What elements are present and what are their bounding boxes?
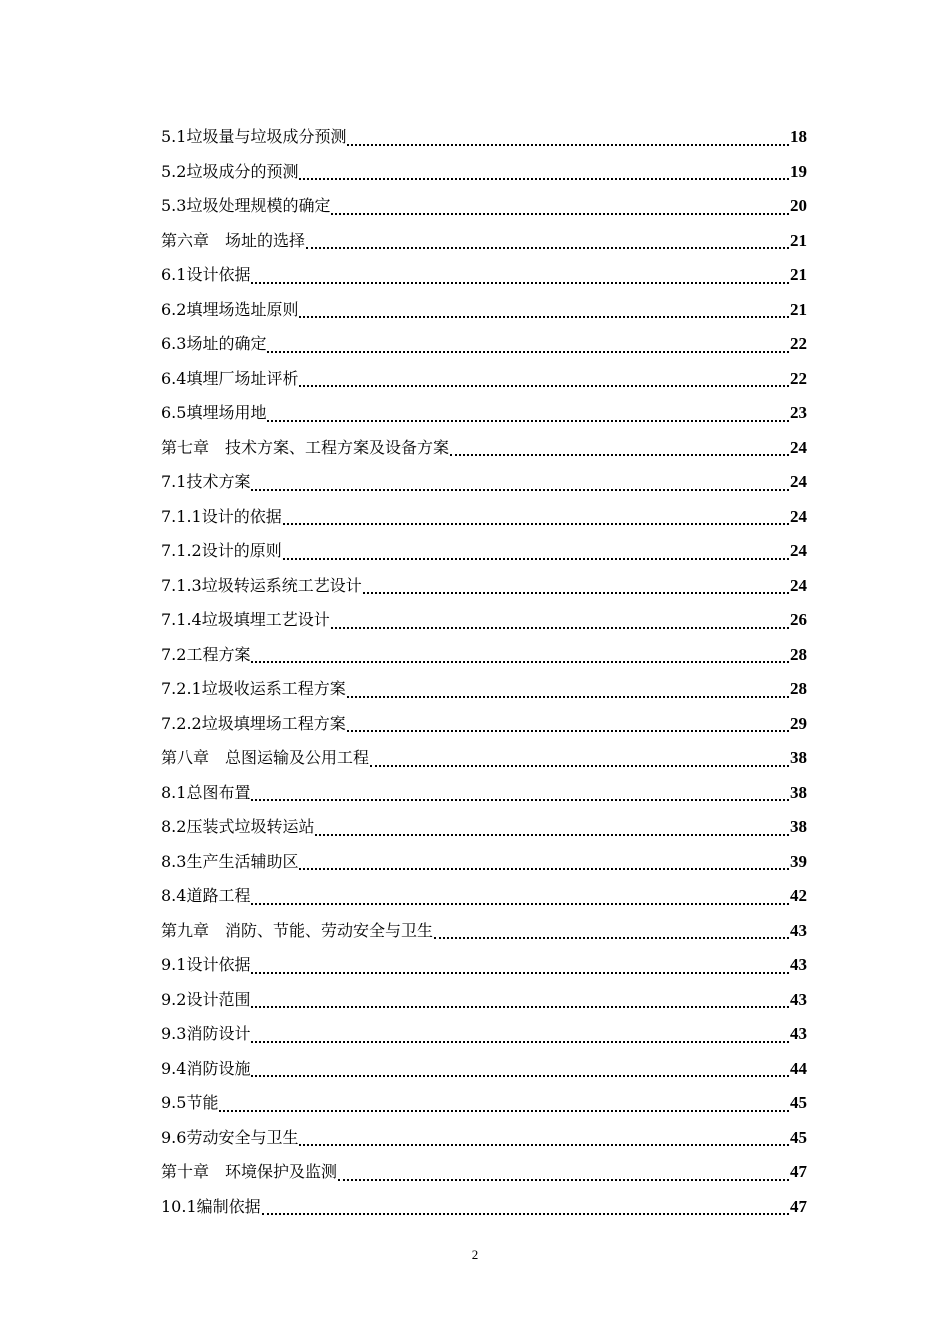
toc-entry[interactable] (161, 1052, 807, 1087)
toc-dot-leader (251, 487, 789, 491)
toc-entry-page: 38 (790, 817, 807, 836)
toc-entry-page: 24 (790, 472, 807, 491)
toc-entry[interactable] (161, 396, 807, 431)
toc-entry-title: 8.4道路工程 (161, 886, 251, 905)
toc-dot-leader (219, 1108, 789, 1112)
toc-entry-title: 7.2.1垃圾收运系工程方案 (161, 679, 346, 698)
toc-entry-page: 43 (790, 1024, 807, 1043)
toc-entry-page: 29 (790, 713, 807, 733)
toc-chapter-entry[interactable] (161, 1155, 807, 1190)
toc-dot-leader (299, 1142, 789, 1146)
toc-entry-title: 5.2垃圾成分的预测 (161, 161, 299, 181)
toc-entry-title: 6.5填埋场用地 (161, 403, 267, 422)
toc-entry-title: 9.3消防设计 (161, 1024, 251, 1043)
toc-entry-page: 21 (790, 299, 807, 319)
toc-dot-leader (331, 211, 789, 215)
toc-dot-leader (251, 1004, 789, 1008)
toc-dot-leader (299, 866, 789, 870)
toc-entry-page: 45 (790, 1093, 807, 1112)
toc-entry-title: 6.1设计依据 (161, 265, 251, 284)
toc-entry-title: 7.2工程方案 (161, 644, 251, 664)
toc-entry[interactable] (161, 707, 807, 742)
toc-dot-leader (251, 659, 789, 663)
toc-entry[interactable] (161, 1086, 807, 1121)
toc-entry-page: 21 (790, 230, 807, 250)
toc-entry-title: 9.6劳动安全与卫生 (161, 1127, 299, 1147)
toc-dot-leader (299, 314, 789, 318)
toc-entry-title: 第六章 场址的选择 (161, 230, 306, 250)
toc-entry-page: 45 (790, 1127, 807, 1147)
toc-entry-title: 8.3生产生活辅助区 (161, 851, 299, 871)
toc-entry-page: 47 (790, 1162, 807, 1181)
toc-dot-leader (331, 625, 789, 629)
toc-entry[interactable] (161, 465, 807, 500)
toc-entry-page: 38 (790, 782, 807, 802)
toc-entry[interactable] (161, 155, 807, 190)
toc-entry[interactable] (161, 258, 807, 293)
toc-dot-leader (347, 694, 789, 698)
toc-entry-title: 7.1技术方案 (161, 472, 251, 491)
toc-entry-page: 21 (790, 265, 807, 284)
toc-dot-leader (347, 142, 789, 146)
toc-entry-page: 24 (790, 437, 807, 457)
toc-chapter-entry[interactable] (161, 224, 807, 259)
toc-entry-title: 7.2.2垃圾填埋场工程方案 (161, 713, 346, 733)
toc-entry[interactable] (161, 1017, 807, 1052)
toc-entry-page: 24 (790, 506, 807, 526)
toc-chapter-entry[interactable] (161, 741, 807, 776)
toc-entry-page: 43 (790, 989, 807, 1009)
toc-entry-page: 19 (790, 161, 807, 181)
toc-dot-leader (434, 935, 789, 939)
toc-entry-title: 第九章 消防、节能、劳动安全与卫生 (161, 920, 434, 940)
toc-entry[interactable] (161, 189, 807, 224)
toc-entry-title: 10.1编制依据 (161, 1196, 261, 1216)
toc-entry-title: 7.1.2设计的原则 (161, 541, 282, 560)
toc-entry[interactable] (161, 534, 807, 569)
toc-entry[interactable] (161, 776, 807, 811)
toc-entry-title: 7.1.3垃圾转运系统工艺设计 (161, 575, 362, 595)
toc-entry[interactable] (161, 983, 807, 1018)
toc-dot-leader (370, 763, 789, 767)
toc-entry-page: 42 (790, 886, 807, 905)
toc-entry-title: 8.1总图布置 (161, 782, 251, 802)
toc-entry-page: 38 (790, 748, 807, 767)
toc-entry[interactable] (161, 120, 807, 155)
toc-entry[interactable] (161, 879, 807, 914)
toc-entry-title: 6.3场址的确定 (161, 334, 267, 353)
toc-entry-page: 47 (790, 1196, 807, 1216)
toc-entry[interactable] (161, 569, 807, 604)
toc-entry[interactable] (161, 500, 807, 535)
toc-entry-title: 第八章 总图运输及公用工程 (161, 748, 370, 767)
toc-dot-leader (283, 556, 789, 560)
toc-entry-page: 44 (790, 1058, 807, 1078)
toc-entry-title: 5.3垃圾处理规模的确定 (161, 196, 331, 215)
toc-entry-title: 9.5节能 (161, 1093, 219, 1112)
toc-dot-leader (306, 245, 789, 249)
toc-entry-page: 43 (790, 920, 807, 940)
toc-entry[interactable] (161, 327, 807, 362)
toc-entry-page: 24 (790, 541, 807, 560)
toc-entry[interactable] (161, 810, 807, 845)
toc-dot-leader (283, 521, 789, 525)
toc-dot-leader (347, 728, 789, 732)
toc-entry[interactable] (161, 603, 807, 638)
toc-dot-leader (267, 418, 789, 422)
toc-entry[interactable] (161, 672, 807, 707)
toc-dot-leader (251, 797, 789, 801)
toc-dot-leader (251, 1039, 789, 1043)
toc-entry-page: 43 (790, 955, 807, 974)
toc-entry[interactable] (161, 293, 807, 328)
toc-entry[interactable] (161, 1121, 807, 1156)
toc-entry[interactable] (161, 948, 807, 983)
toc-dot-leader (251, 280, 789, 284)
toc-dot-leader (315, 832, 789, 836)
toc-entry-title: 第七章 技术方案、工程方案及设备方案 (161, 437, 450, 457)
toc-entry-page: 26 (790, 610, 807, 629)
toc-entry-page: 22 (790, 368, 807, 388)
toc-entry[interactable] (161, 362, 807, 397)
toc-entry-title: 7.1.4垃圾填埋工艺设计 (161, 610, 330, 629)
toc-dot-leader (338, 1177, 789, 1181)
toc-entry-page: 20 (790, 196, 807, 215)
toc-entry-page: 39 (790, 851, 807, 871)
toc-chapter-entry[interactable] (161, 431, 807, 466)
toc-entry-title: 8.2压装式垃圾转运站 (161, 817, 315, 836)
toc-dot-leader (299, 383, 789, 387)
toc-entry[interactable] (161, 845, 807, 880)
toc-entry-title: 7.1.1设计的依据 (161, 506, 282, 526)
toc-entry-title: 9.1设计依据 (161, 955, 251, 974)
toc-chapter-entry[interactable] (161, 914, 807, 949)
toc-dot-leader (251, 901, 789, 905)
toc-entry-title: 9.4消防设施 (161, 1058, 251, 1078)
table-of-contents (161, 120, 807, 1224)
toc-entry-page: 28 (790, 644, 807, 664)
toc-entry-title: 第十章 环境保护及监测 (161, 1162, 338, 1181)
toc-dot-leader (299, 176, 789, 180)
toc-entry-page: 18 (790, 127, 807, 146)
toc-dot-leader (267, 349, 789, 353)
toc-entry-title: 9.2设计范围 (161, 989, 251, 1009)
toc-entry[interactable] (161, 638, 807, 673)
toc-dot-leader (251, 1073, 789, 1077)
toc-entry-title: 6.2填埋场选址原则 (161, 299, 299, 319)
toc-dot-leader (450, 452, 789, 456)
toc-dot-leader (262, 1211, 789, 1215)
toc-entry-page: 23 (790, 403, 807, 422)
toc-entry-title: 5.1垃圾量与垃圾成分预测 (161, 127, 347, 146)
toc-dot-leader (251, 970, 789, 974)
toc-entry[interactable] (161, 1190, 807, 1225)
page-number: 2 (471, 1247, 479, 1262)
toc-entry-page: 28 (790, 679, 807, 698)
toc-entry-page: 24 (790, 575, 807, 595)
toc-entry-page: 22 (790, 334, 807, 353)
toc-dot-leader (363, 590, 789, 594)
toc-entry-title: 6.4填埋厂场址评析 (161, 368, 299, 388)
